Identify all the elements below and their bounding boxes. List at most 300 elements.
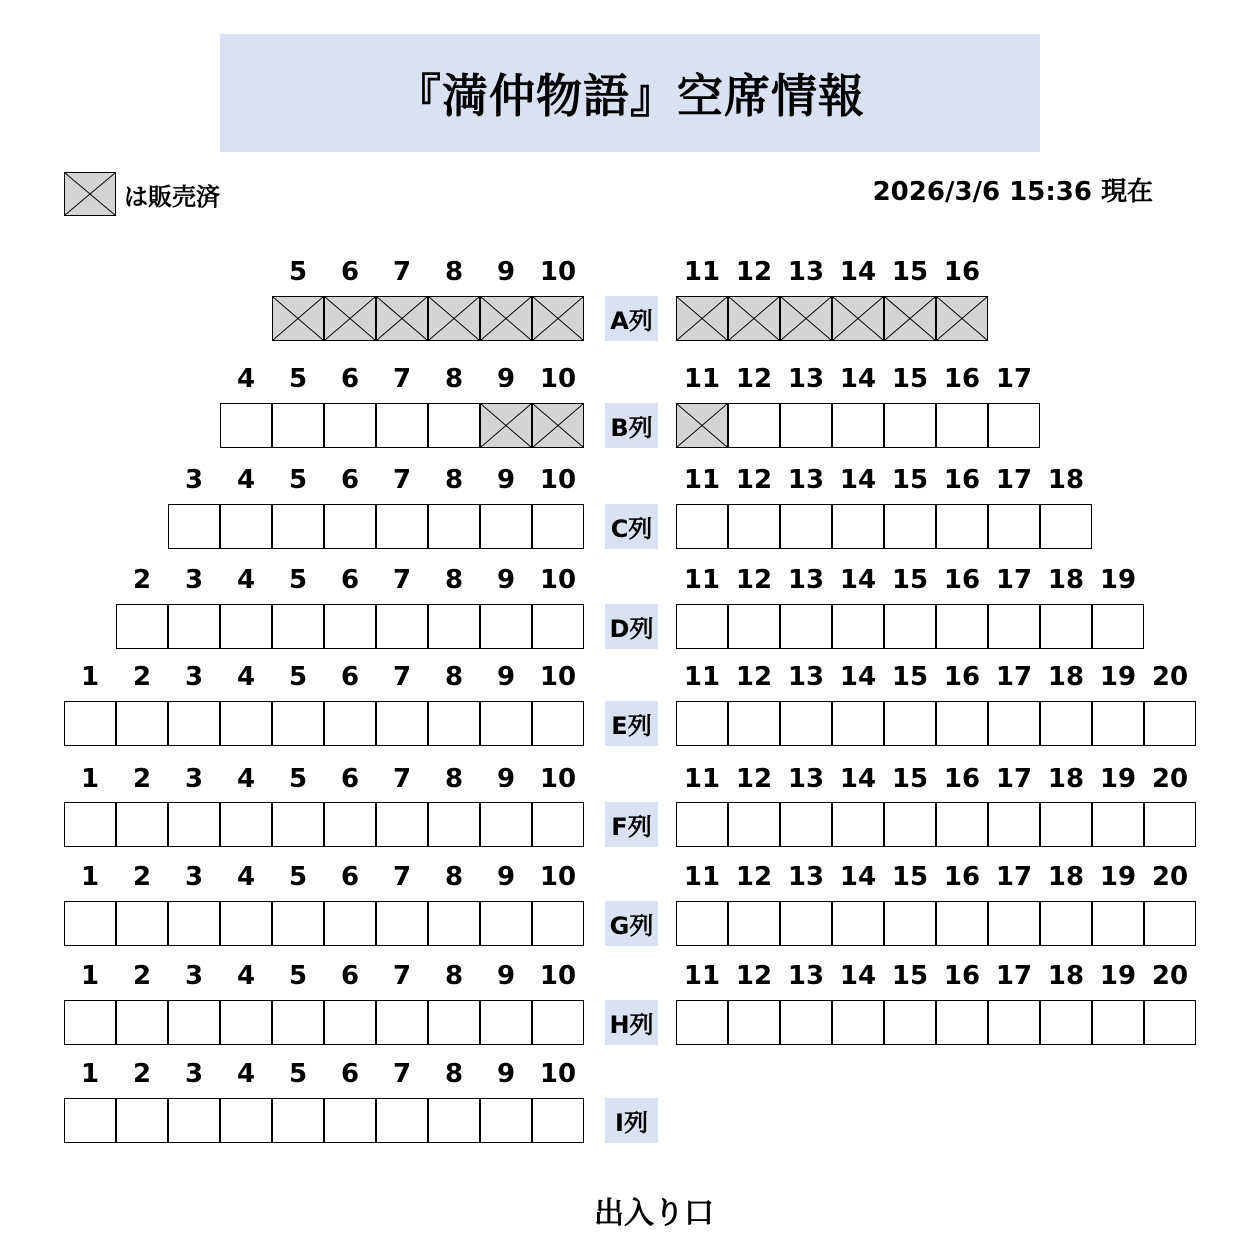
seat-available[interactable] bbox=[168, 901, 220, 946]
seat-number: 18 bbox=[1047, 764, 1085, 794]
seat-available[interactable] bbox=[832, 604, 884, 649]
seat-available[interactable] bbox=[324, 1098, 376, 1143]
seat-available[interactable] bbox=[676, 504, 728, 549]
seat-available[interactable] bbox=[832, 1000, 884, 1045]
seat-number: 2 bbox=[132, 662, 152, 692]
seat-sold bbox=[936, 296, 988, 341]
seat-available[interactable] bbox=[64, 802, 116, 847]
seat-available[interactable] bbox=[324, 901, 376, 946]
seat-number: 4 bbox=[236, 961, 256, 991]
seat-available[interactable] bbox=[428, 802, 480, 847]
seat-available[interactable] bbox=[272, 802, 324, 847]
seat-available[interactable] bbox=[936, 901, 988, 946]
seat-number: 10 bbox=[539, 1059, 577, 1089]
seat-number: 7 bbox=[392, 764, 412, 794]
seat-available[interactable] bbox=[936, 802, 988, 847]
seat-available[interactable] bbox=[64, 701, 116, 746]
seat-available[interactable] bbox=[1144, 901, 1196, 946]
seat-available[interactable] bbox=[988, 1000, 1040, 1045]
legend bbox=[64, 172, 220, 216]
seat-available[interactable] bbox=[116, 802, 168, 847]
seat-available[interactable] bbox=[532, 802, 584, 847]
seat-available[interactable] bbox=[376, 802, 428, 847]
seat-available[interactable] bbox=[324, 701, 376, 746]
seat-available[interactable] bbox=[780, 701, 832, 746]
seat-number: 15 bbox=[891, 961, 929, 991]
seat-available[interactable] bbox=[324, 403, 376, 448]
seat-number: 2 bbox=[132, 961, 152, 991]
seat-available[interactable] bbox=[728, 701, 780, 746]
seat-available[interactable] bbox=[780, 802, 832, 847]
seat-number: 3 bbox=[184, 862, 204, 892]
seat-available[interactable] bbox=[936, 504, 988, 549]
seat-number: 13 bbox=[787, 565, 825, 595]
seat-number: 15 bbox=[891, 257, 929, 287]
seat-number: 7 bbox=[392, 961, 412, 991]
seat-number: 18 bbox=[1047, 465, 1085, 495]
row-label: I列 bbox=[605, 1098, 658, 1143]
seat-available[interactable] bbox=[532, 1000, 584, 1045]
seat-number: 5 bbox=[288, 862, 308, 892]
seat-available[interactable] bbox=[376, 701, 428, 746]
seat-number: 6 bbox=[340, 764, 360, 794]
seat-number: 6 bbox=[340, 465, 360, 495]
seat-number: 10 bbox=[539, 465, 577, 495]
seat-available[interactable] bbox=[480, 802, 532, 847]
seat-sold bbox=[728, 296, 780, 341]
seat-available[interactable] bbox=[676, 802, 728, 847]
seat-number: 8 bbox=[444, 1059, 464, 1089]
seat-number: 16 bbox=[943, 565, 981, 595]
seat-number: 6 bbox=[340, 662, 360, 692]
seat-available[interactable] bbox=[376, 604, 428, 649]
seat-number: 9 bbox=[496, 364, 516, 394]
seat-available[interactable] bbox=[884, 802, 936, 847]
seat-sold bbox=[480, 403, 532, 448]
seat-available[interactable] bbox=[1040, 504, 1092, 549]
seat-number: 9 bbox=[496, 961, 516, 991]
seat-number: 8 bbox=[444, 364, 464, 394]
seat-available[interactable] bbox=[884, 403, 936, 448]
seat-sold bbox=[480, 296, 532, 341]
seat-number: 11 bbox=[683, 961, 721, 991]
seat-available[interactable] bbox=[376, 901, 428, 946]
seat-number: 7 bbox=[392, 364, 412, 394]
seat-number: 3 bbox=[184, 764, 204, 794]
seat-number: 19 bbox=[1099, 565, 1137, 595]
seat-available[interactable] bbox=[1040, 901, 1092, 946]
seat-available[interactable] bbox=[676, 1000, 728, 1045]
seat-number: 4 bbox=[236, 862, 256, 892]
seat-number: 4 bbox=[236, 565, 256, 595]
seat-available[interactable] bbox=[676, 901, 728, 946]
seat-number: 3 bbox=[184, 961, 204, 991]
seat-number: 14 bbox=[839, 764, 877, 794]
seat-available[interactable] bbox=[324, 504, 376, 549]
seat-available[interactable] bbox=[220, 1098, 272, 1143]
legend-sold-seat-icon bbox=[64, 172, 116, 216]
seat-available[interactable] bbox=[832, 504, 884, 549]
seat-number: 3 bbox=[184, 565, 204, 595]
seat-available[interactable] bbox=[428, 1098, 480, 1143]
seat-number: 4 bbox=[236, 1059, 256, 1089]
row-label: B列 bbox=[605, 403, 658, 448]
seat-sold bbox=[676, 403, 728, 448]
seat-number: 18 bbox=[1047, 862, 1085, 892]
seat-sold bbox=[532, 403, 584, 448]
seat-number: 3 bbox=[184, 1059, 204, 1089]
seat-available[interactable] bbox=[220, 1000, 272, 1045]
seat-available[interactable] bbox=[832, 901, 884, 946]
seat-available[interactable] bbox=[1144, 1000, 1196, 1045]
seat-available[interactable] bbox=[1144, 701, 1196, 746]
seat-available[interactable] bbox=[988, 504, 1040, 549]
seat-number: 11 bbox=[683, 862, 721, 892]
seat-available[interactable] bbox=[220, 604, 272, 649]
seat-available[interactable] bbox=[480, 901, 532, 946]
seat-number: 7 bbox=[392, 465, 412, 495]
seat-available[interactable] bbox=[272, 1098, 324, 1143]
seat-number: 14 bbox=[839, 662, 877, 692]
seat-available[interactable] bbox=[116, 901, 168, 946]
seat-available[interactable] bbox=[780, 604, 832, 649]
seat-number: 12 bbox=[735, 565, 773, 595]
seat-number: 12 bbox=[735, 465, 773, 495]
seat-number: 15 bbox=[891, 764, 929, 794]
seat-available[interactable] bbox=[1092, 901, 1144, 946]
seat-available[interactable] bbox=[64, 1098, 116, 1143]
legend-text: は販売済 bbox=[124, 182, 220, 211]
seat-available[interactable] bbox=[376, 1000, 428, 1045]
seat-number: 13 bbox=[787, 764, 825, 794]
seat-available[interactable] bbox=[936, 604, 988, 649]
seat-available[interactable] bbox=[376, 1098, 428, 1143]
seat-available[interactable] bbox=[780, 504, 832, 549]
seat-available[interactable] bbox=[220, 802, 272, 847]
seat-number: 2 bbox=[132, 862, 152, 892]
seat-available[interactable] bbox=[728, 504, 780, 549]
seat-available[interactable] bbox=[64, 901, 116, 946]
seat-number: 9 bbox=[496, 565, 516, 595]
seat-number: 9 bbox=[496, 465, 516, 495]
seat-number: 11 bbox=[683, 465, 721, 495]
seat-number: 17 bbox=[995, 764, 1033, 794]
seat-number: 10 bbox=[539, 961, 577, 991]
seat-available[interactable] bbox=[884, 504, 936, 549]
seat-number: 18 bbox=[1047, 565, 1085, 595]
seat-available[interactable] bbox=[1092, 604, 1144, 649]
seat-available[interactable] bbox=[1040, 802, 1092, 847]
seat-number: 12 bbox=[735, 257, 773, 287]
seat-number: 20 bbox=[1151, 862, 1189, 892]
seat-available[interactable] bbox=[168, 1098, 220, 1143]
seat-number: 10 bbox=[539, 257, 577, 287]
row-label: E列 bbox=[605, 701, 658, 746]
seat-available[interactable] bbox=[728, 604, 780, 649]
seat-available[interactable] bbox=[272, 604, 324, 649]
seat-available[interactable] bbox=[428, 504, 480, 549]
seat-number: 14 bbox=[839, 465, 877, 495]
seat-number: 6 bbox=[340, 1059, 360, 1089]
seat-available[interactable] bbox=[988, 701, 1040, 746]
seat-number: 4 bbox=[236, 662, 256, 692]
seat-number: 19 bbox=[1099, 764, 1137, 794]
seat-number: 16 bbox=[943, 961, 981, 991]
seat-number: 17 bbox=[995, 961, 1033, 991]
seat-number: 5 bbox=[288, 1059, 308, 1089]
seat-number: 13 bbox=[787, 465, 825, 495]
seat-number: 17 bbox=[995, 565, 1033, 595]
seat-available[interactable] bbox=[116, 604, 168, 649]
seat-number: 8 bbox=[444, 465, 464, 495]
seat-available[interactable] bbox=[220, 504, 272, 549]
seat-number: 13 bbox=[787, 961, 825, 991]
seat-available[interactable] bbox=[376, 504, 428, 549]
seat-available[interactable] bbox=[780, 1000, 832, 1045]
seat-available[interactable] bbox=[832, 701, 884, 746]
seat-available[interactable] bbox=[116, 1000, 168, 1045]
seat-available[interactable] bbox=[676, 604, 728, 649]
seat-available[interactable] bbox=[272, 901, 324, 946]
seat-number: 1 bbox=[80, 961, 100, 991]
seat-number: 18 bbox=[1047, 961, 1085, 991]
seat-available[interactable] bbox=[324, 1000, 376, 1045]
seat-available[interactable] bbox=[168, 701, 220, 746]
seat-available[interactable] bbox=[884, 1000, 936, 1045]
seat-available[interactable] bbox=[480, 504, 532, 549]
seat-number: 20 bbox=[1151, 961, 1189, 991]
seat-number: 6 bbox=[340, 862, 360, 892]
seat-available[interactable] bbox=[728, 802, 780, 847]
seat-number: 20 bbox=[1151, 662, 1189, 692]
seat-number: 5 bbox=[288, 662, 308, 692]
seat-available[interactable] bbox=[936, 1000, 988, 1045]
seat-number: 12 bbox=[735, 961, 773, 991]
row-label: A列 bbox=[605, 296, 658, 341]
seat-number: 7 bbox=[392, 662, 412, 692]
seat-number: 17 bbox=[995, 364, 1033, 394]
seat-available[interactable] bbox=[220, 403, 272, 448]
row-label: C列 bbox=[605, 504, 658, 549]
seat-available[interactable] bbox=[936, 701, 988, 746]
seat-number: 14 bbox=[839, 257, 877, 287]
seat-available[interactable] bbox=[532, 604, 584, 649]
seat-available[interactable] bbox=[532, 701, 584, 746]
seat-available[interactable] bbox=[480, 1098, 532, 1143]
seat-number: 1 bbox=[80, 1059, 100, 1089]
seat-number: 10 bbox=[539, 662, 577, 692]
seat-number: 12 bbox=[735, 364, 773, 394]
seat-number: 13 bbox=[787, 257, 825, 287]
seat-number: 15 bbox=[891, 465, 929, 495]
seat-number: 16 bbox=[943, 862, 981, 892]
seat-available[interactable] bbox=[728, 901, 780, 946]
seat-available[interactable] bbox=[324, 604, 376, 649]
seat-available[interactable] bbox=[480, 1000, 532, 1045]
seat-number: 8 bbox=[444, 764, 464, 794]
seat-number: 2 bbox=[132, 1059, 152, 1089]
seat-available[interactable] bbox=[480, 701, 532, 746]
seat-available[interactable] bbox=[780, 901, 832, 946]
seat-number: 10 bbox=[539, 862, 577, 892]
seat-number: 16 bbox=[943, 764, 981, 794]
seat-number: 8 bbox=[444, 565, 464, 595]
seat-number: 18 bbox=[1047, 662, 1085, 692]
seat-number: 4 bbox=[236, 465, 256, 495]
seat-available[interactable] bbox=[272, 1000, 324, 1045]
seat-number: 13 bbox=[787, 862, 825, 892]
seat-available[interactable] bbox=[532, 901, 584, 946]
seat-number: 7 bbox=[392, 565, 412, 595]
seat-available[interactable] bbox=[272, 701, 324, 746]
seat-number: 8 bbox=[444, 961, 464, 991]
seat-sold bbox=[324, 296, 376, 341]
seat-number: 14 bbox=[839, 565, 877, 595]
seat-available[interactable] bbox=[168, 504, 220, 549]
seat-number: 11 bbox=[683, 257, 721, 287]
seat-available[interactable] bbox=[116, 1098, 168, 1143]
seat-number: 12 bbox=[735, 862, 773, 892]
seat-available[interactable] bbox=[988, 403, 1040, 448]
seat-number: 1 bbox=[80, 862, 100, 892]
seat-number: 6 bbox=[340, 565, 360, 595]
row-label: F列 bbox=[605, 802, 658, 847]
row-label: H列 bbox=[605, 1000, 658, 1045]
seat-number: 9 bbox=[496, 662, 516, 692]
seat-number: 16 bbox=[943, 364, 981, 394]
seat-available[interactable] bbox=[988, 901, 1040, 946]
seat-available[interactable] bbox=[988, 802, 1040, 847]
seat-available[interactable] bbox=[1040, 1000, 1092, 1045]
seat-available[interactable] bbox=[832, 403, 884, 448]
seat-number: 19 bbox=[1099, 662, 1137, 692]
seat-available[interactable] bbox=[428, 1000, 480, 1045]
row-label: D列 bbox=[605, 604, 658, 649]
seat-available[interactable] bbox=[428, 701, 480, 746]
seat-number: 15 bbox=[891, 862, 929, 892]
seat-number: 1 bbox=[80, 662, 100, 692]
seat-number: 12 bbox=[735, 764, 773, 794]
seat-available[interactable] bbox=[1092, 1000, 1144, 1045]
seat-number: 10 bbox=[539, 565, 577, 595]
seat-number: 14 bbox=[839, 862, 877, 892]
seat-available[interactable] bbox=[936, 403, 988, 448]
seat-number: 9 bbox=[496, 764, 516, 794]
seat-available[interactable] bbox=[1092, 802, 1144, 847]
seat-available[interactable] bbox=[64, 1000, 116, 1045]
seat-available[interactable] bbox=[480, 604, 532, 649]
page-title: 『満仲物語』空席情報 bbox=[220, 34, 1040, 152]
seat-number: 19 bbox=[1099, 961, 1137, 991]
seat-number: 14 bbox=[839, 364, 877, 394]
seat-available[interactable] bbox=[1092, 701, 1144, 746]
seat-number: 20 bbox=[1151, 764, 1189, 794]
seat-available[interactable] bbox=[532, 1098, 584, 1143]
seat-sold bbox=[376, 296, 428, 341]
seat-available[interactable] bbox=[220, 701, 272, 746]
seat-number: 5 bbox=[288, 764, 308, 794]
seat-number: 2 bbox=[132, 764, 152, 794]
seat-available[interactable] bbox=[428, 403, 480, 448]
seat-available[interactable] bbox=[728, 1000, 780, 1045]
seat-available[interactable] bbox=[1144, 802, 1196, 847]
seat-available[interactable] bbox=[168, 802, 220, 847]
seat-number: 8 bbox=[444, 862, 464, 892]
seat-number: 11 bbox=[683, 662, 721, 692]
seat-number: 17 bbox=[995, 465, 1033, 495]
seat-number: 8 bbox=[444, 257, 464, 287]
seat-number: 10 bbox=[539, 364, 577, 394]
seat-sold bbox=[532, 296, 584, 341]
seat-number: 5 bbox=[288, 364, 308, 394]
seat-available[interactable] bbox=[780, 403, 832, 448]
seat-number: 12 bbox=[735, 662, 773, 692]
seat-number: 19 bbox=[1099, 862, 1137, 892]
seat-available[interactable] bbox=[676, 701, 728, 746]
seat-number: 9 bbox=[496, 862, 516, 892]
seat-sold bbox=[272, 296, 324, 341]
seat-available[interactable] bbox=[220, 901, 272, 946]
exit-label: 出入り口 bbox=[594, 1196, 714, 1231]
seat-number: 6 bbox=[340, 257, 360, 287]
seat-number: 3 bbox=[184, 465, 204, 495]
seat-number: 17 bbox=[995, 662, 1033, 692]
seat-number: 6 bbox=[340, 961, 360, 991]
seat-available[interactable] bbox=[272, 504, 324, 549]
seat-available[interactable] bbox=[532, 504, 584, 549]
seat-number: 14 bbox=[839, 961, 877, 991]
seat-available[interactable] bbox=[168, 1000, 220, 1045]
seat-available[interactable] bbox=[884, 701, 936, 746]
seat-number: 11 bbox=[683, 565, 721, 595]
seat-available[interactable] bbox=[324, 802, 376, 847]
seat-sold bbox=[676, 296, 728, 341]
seat-number: 5 bbox=[288, 465, 308, 495]
seat-number: 16 bbox=[943, 465, 981, 495]
seat-number: 8 bbox=[444, 662, 464, 692]
seat-available[interactable] bbox=[1040, 701, 1092, 746]
seat-available[interactable] bbox=[376, 403, 428, 448]
seat-available[interactable] bbox=[116, 701, 168, 746]
seat-number: 9 bbox=[496, 1059, 516, 1089]
seat-number: 13 bbox=[787, 662, 825, 692]
seat-available[interactable] bbox=[272, 403, 324, 448]
seat-number: 7 bbox=[392, 862, 412, 892]
seat-available[interactable] bbox=[428, 901, 480, 946]
seat-available[interactable] bbox=[884, 604, 936, 649]
seat-number: 15 bbox=[891, 662, 929, 692]
seat-number: 5 bbox=[288, 961, 308, 991]
seat-sold bbox=[832, 296, 884, 341]
seat-number: 1 bbox=[80, 764, 100, 794]
seat-number: 10 bbox=[539, 764, 577, 794]
seat-available[interactable] bbox=[428, 604, 480, 649]
seat-available[interactable] bbox=[988, 604, 1040, 649]
seat-sold bbox=[884, 296, 936, 341]
seat-number: 5 bbox=[288, 565, 308, 595]
row-label: G列 bbox=[605, 901, 658, 946]
seat-sold bbox=[428, 296, 480, 341]
seat-available[interactable] bbox=[884, 901, 936, 946]
seat-available[interactable] bbox=[1040, 604, 1092, 649]
seat-number: 16 bbox=[943, 662, 981, 692]
seat-available[interactable] bbox=[168, 604, 220, 649]
seat-available[interactable] bbox=[832, 802, 884, 847]
seat-number: 11 bbox=[683, 364, 721, 394]
seat-number: 7 bbox=[392, 1059, 412, 1089]
timestamp: 2026/3/6 15:36 現在 bbox=[872, 177, 1153, 207]
seat-available[interactable] bbox=[728, 403, 780, 448]
